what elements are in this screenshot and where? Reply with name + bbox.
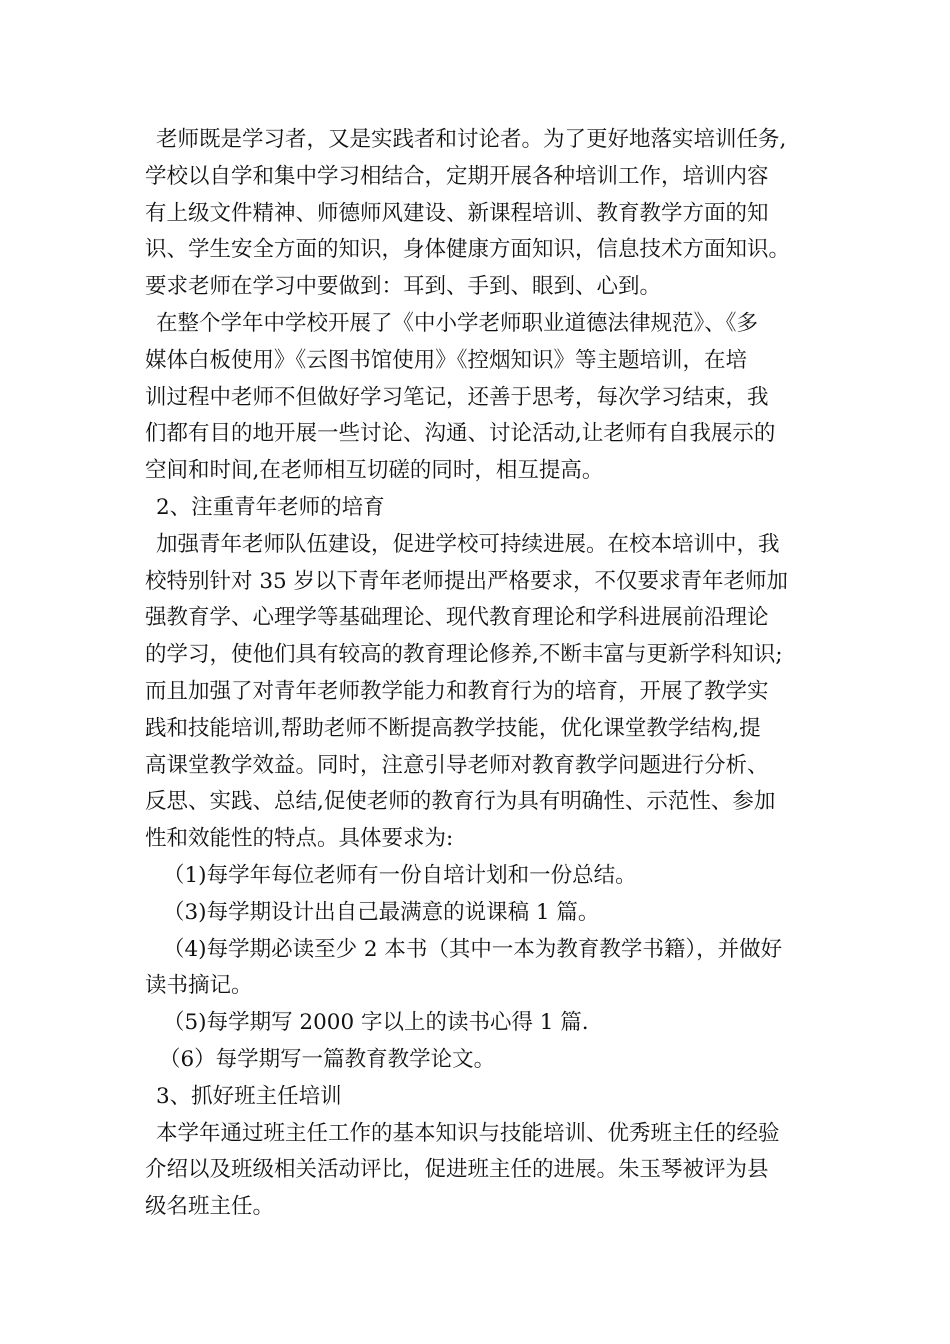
document-text-line: 要求老师在学习中要做到：耳到、手到、眼到、心到。 (145, 274, 662, 300)
document-text-line: 在整个学年中学校开展了《中小学老师职业道德法律规范》、《多 (156, 310, 759, 336)
document-text-line: 老师既是学习者，又是实践者和讨论者。为了更好地落实培训任务, (156, 127, 787, 152)
document-text-line: 而且加强了对青年老师教学能力和教育行为的培育，开展了教学实 (145, 678, 769, 704)
document-text-line: （6）每学期写一篇教育教学论文。 (159, 1046, 496, 1072)
document-text-line: 校特别针对 35 岁以下青年老师提出严格要求，不仅要求青年老师加 (145, 568, 789, 594)
document-text-line: 识、学生安全方面的知识，身体健康方面知识，信息技术方面知识。 (145, 237, 791, 263)
document-text-line: （3)每学期设计出自己最满意的说课稿 1 篇。 (163, 899, 600, 925)
document-text-line: 反思、实践、总结,促使老师的教育行为具有明确性、示范性、参加 (145, 789, 776, 815)
document-text-line: 践和技能培训,帮助老师不断提高教学技能，优化课堂教学结构,提 (145, 715, 761, 741)
document-text-line: 强教育学、心理学等基础理论、现代教育理论和学科进展前沿理论 (145, 605, 769, 631)
document-body (145, 122, 825, 1226)
document-text-line: （4)每学期必读至少 2 本书（其中一本为教育教学书籍），并做好 (163, 936, 783, 962)
document-text-line: 加强青年老师队伍建设，促进学校可持续进展。在校本培训中，我 (156, 531, 780, 557)
document-text-line: 们都有目的地开展一些讨论、沟通、讨论活动,让老师有自我展示的 (145, 421, 776, 447)
document-text-line: 3、抓好班主任培训 (156, 1083, 342, 1109)
document-text-line: 级名班主任。 (145, 1194, 275, 1220)
document-text-line: 2、注重青年老师的培育 (156, 494, 385, 520)
document-text-line: 媒体白板使用》《云图书馆使用》《控烟知识》等主题培训，在培 (145, 347, 748, 373)
document-text-line: （5)每学期写 2000 字以上的读书心得 1 篇. (163, 1010, 589, 1036)
document-text-line: 训过程中老师不但做好学习笔记，还善于思考，每次学习结束，我 (145, 384, 769, 410)
document-text-line: 介绍以及班级相关活动评比，促进班主任的进展。朱玉琴被评为县 (145, 1157, 769, 1183)
document-text-line: 的学习，使他们具有较高的教育理论修养,不断丰富与更新学科知识; (145, 642, 783, 668)
document-text-line: 本学年通过班主任工作的基本知识与技能培训、优秀班主任的经验 (156, 1120, 780, 1146)
document-text-line: 读书摘记。 (145, 973, 253, 999)
document-text-line: 有上级文件精神、师德师风建设、新课程培训、教育教学方面的知 (145, 200, 769, 226)
document-text-line: （1)每学年每位老师有一份自培计划和一份总结。 (163, 862, 637, 888)
document-text-line: 性和效能性的特点。具体要求为: (145, 826, 454, 852)
document-text-line: 空间和时间,在老师相互切磋的同时，相互提高。 (145, 458, 604, 484)
document-text-line: 学校以自学和集中学习相结合，定期开展各种培训工作，培训内容 (145, 163, 769, 189)
document-text-line: 高课堂教学效益。同时，注意引导老师对教育教学问题进行分析、 (145, 752, 769, 778)
